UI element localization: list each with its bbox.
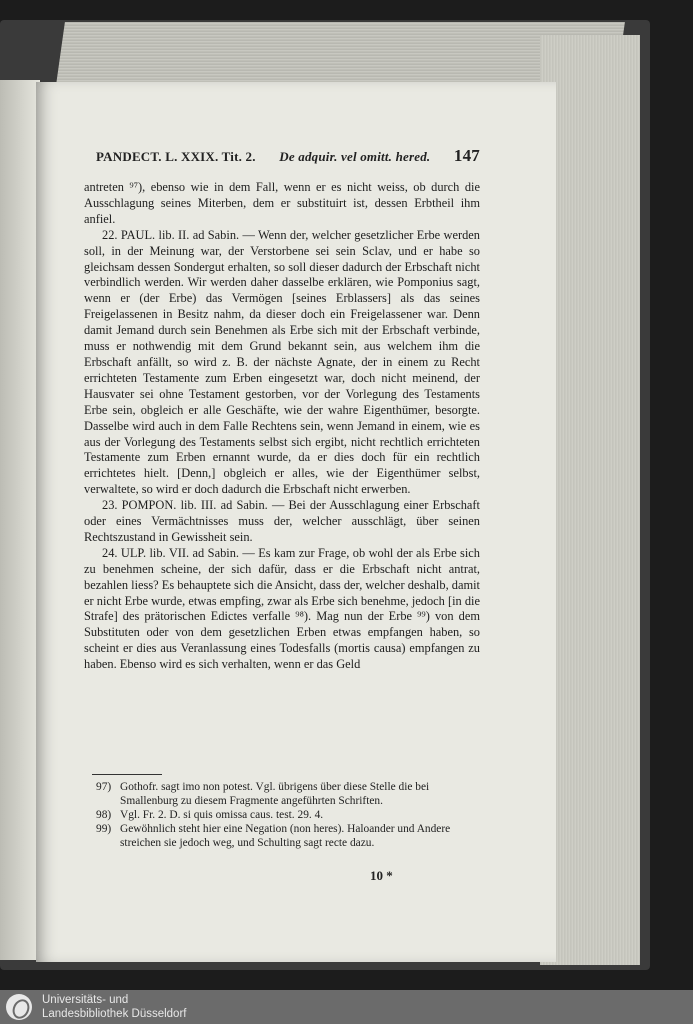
footnote-99 xyxy=(96,822,480,850)
footnote-number: 97) xyxy=(96,781,112,793)
page-number: 147 xyxy=(453,146,480,165)
paragraph-1: 22. PAUL. lib. II. ad Sabin. — Wenn der, welcher gesetzlicher Erbe werden soll, in der Meinung war, der Verstorbene sei sein Sclav, und er habe so gleichsam dessen Sondergut erhalten, so soll dieser dadurch der Erbschaft nicht verbindlich werden. Wir werden daher dasselbe erklären, wie Pomponius sagt, wenn er (der Erbe) das Vermögen [seines Erblassers] als das seines Freigelassenen in Besitz nahm, da dieser doch ein Freigelassener war. Denn damit Jemand durch sein Benehmen als Erbe sich mit der Erbschaft verbinde, muss er nothwendig mit dem Grund bekannt sein, aus welchem ihm die Erbschaft anfällt, so wird z. B. der nächste Agnate, der in einem zu Recht errichteten Testamente zum Erben eingesetzt war, doch nicht meinend, der Hausvater sei ohne Testament gestorben, vor der Vorlegung des Testaments Erbe sein, obgleich er alle Geschäfte, wie der wahre Eigenthümer, besorgte. Dasselbe wird auch in dem Falle Rechtens sein, wenn Jemand in einem, wie es aus der Vorlegung des Testaments selbst sich ergibt, nicht rechtlich errichteten Testamente zum Erben ernannt wurde, da er dies doch für ein rechtlich errichtetes hielt. [Denn,] obgleich er alles, wie der Eigenthümer selbst, verwaltete, so wird er doch dadurch die Erbschaft nicht erwerben. xyxy=(84,227,480,497)
footnote-text: Gewöhnlich steht hier eine Negation (non heres). Haloander und Andere streichen sie jedoch weg, und Schulting sagt recte dazu. xyxy=(120,823,451,849)
paragraph-0: antreten ⁹⁷), ebenso wie in dem Fall, wenn er es nicht weiss, ob durch die Ausschlagung seines Miterben, dem er substituirt ist, dessen Erbtheil ihm anfiel. xyxy=(84,180,480,226)
footnote-number: 99) xyxy=(96,823,112,835)
footnote-rule xyxy=(92,774,162,775)
footnote-text: Vgl. Fr. 2. D. si quis omissa caus. test. 29. 4. xyxy=(120,809,324,821)
library-footer xyxy=(0,990,693,1024)
left-page xyxy=(0,80,40,960)
header-left: PANDECT. L. XXIX. Tit. 2. xyxy=(96,149,256,164)
footnotes xyxy=(96,780,480,850)
signature-mark: 10 * xyxy=(370,868,393,883)
body-text xyxy=(84,180,480,673)
footnote-97 xyxy=(96,780,480,808)
paragraph-3: 24. ULP. lib. VII. ad Sabin. — Es kam zur Frage, ob wohl der als Erbe sich zu benehmen scheine, der sich dafür, dass er die Erbschaft nicht antrat, bezahlen liess? Es behauptete sich die Ansicht, dass der, welcher deshalb, damit er nicht Erbe wurde, etwas empfing, zwar als Erbe sich benehme, jedoch [in die Strafe] des prätorischen Edictes verfalle ⁹⁸). Mag nun der Erbe ⁹⁹) von dem Substituten oder von dem gesetzlichen Erben etwas empfangen haben, so scheint er dies aus Veranlassung eines Todesfalls (mortis causa) empfangen zu haben. Ebenso wird es sich verhalten, wenn er das Geld xyxy=(84,545,480,672)
library-logo-icon xyxy=(6,994,32,1020)
paragraph-2: 23. POMPON. lib. III. ad Sabin. — Bei der Ausschlagung einer Erbschaft oder eines Vermächtnisses muss der, welcher ausschlägt, über seinen Rechtszustand in Gewissheit sein. xyxy=(84,498,480,544)
running-header xyxy=(96,146,480,166)
footnote-text: Gothofr. sagt imo non potest. Vgl. übrigens über diese Stelle die bei Smallenburg zu diesem Fragmente angeführten Schriften. xyxy=(120,781,430,807)
library-name xyxy=(42,993,186,1021)
header-title: De adquir. vel omitt. hered. xyxy=(279,149,431,164)
library-name-line2: Landesbibliothek Düsseldorf xyxy=(42,1008,187,1020)
footnote-number: 98) xyxy=(96,809,112,821)
footnote-98 xyxy=(96,808,480,822)
library-name-line1: Universitäts- und xyxy=(42,994,129,1006)
